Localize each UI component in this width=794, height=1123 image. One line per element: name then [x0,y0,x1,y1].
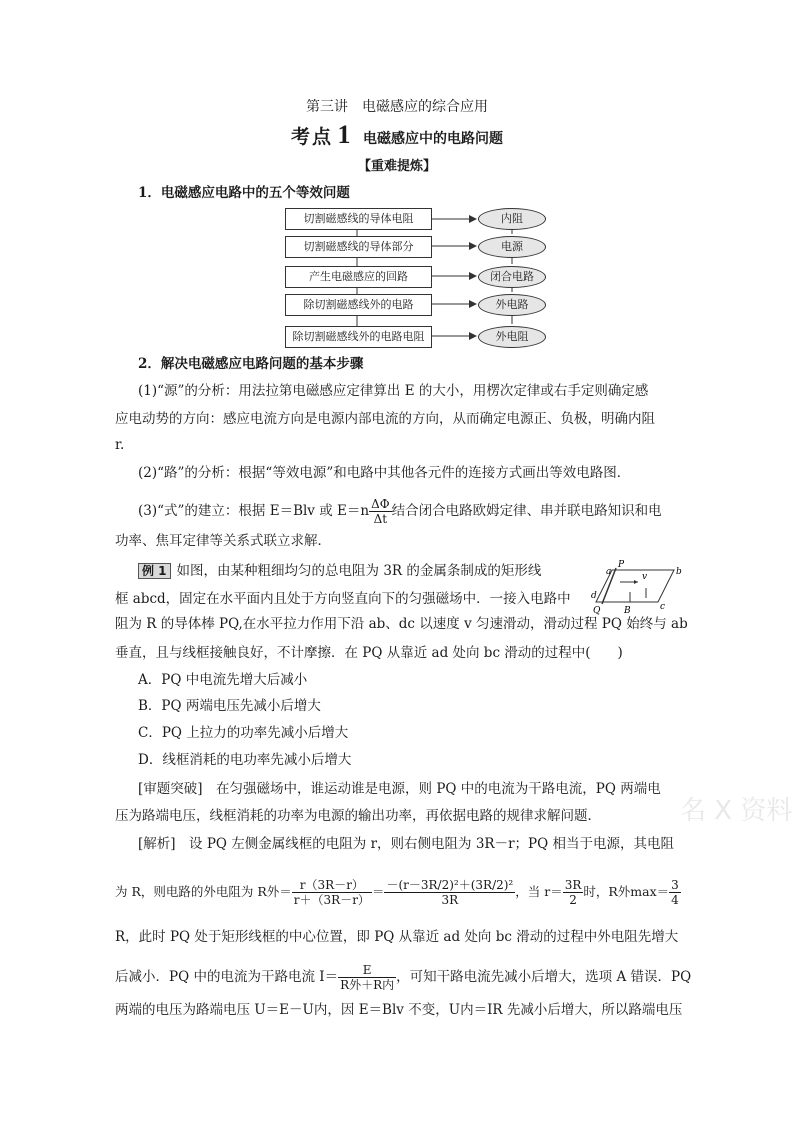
label-a: a [606,567,612,577]
flow-left-5: 除切割磁感线外的电路电阻 [285,326,432,348]
f2-num: －(r－3R/2)²＋(3R/2)² [386,878,514,892]
flow-right-4: 外电路 [478,294,546,316]
f2-den: 3R [441,893,459,907]
step3-frac-den: Δt [373,512,388,526]
label-b: b [676,567,682,577]
solution-text-2a: 为 R，则电路的外电阻为 R外＝ [115,884,292,899]
option-b: B．PQ 两端电压先减小后增大 [138,698,321,714]
fraction-3 [563,878,584,907]
analysis-text-1: 在匀强磁场中，谁运动谁是电源，则 PQ 中的电流为干路电流，PQ 两端电 [216,781,661,797]
analysis-tag: [审题突破] [138,781,203,797]
flow-right-5: 外电阻 [478,326,546,348]
analysis-line2: 压为路端电压，线框消耗的功率为电源的输出功率，再依据电路的规律求解问题． [115,808,601,824]
step1-line3: r. [115,437,125,453]
example-line4: 垂直，且与线框接触良好，不计摩擦．在 PQ 从靠近 ad 处向 bc 滑动的过程中( ) [115,645,623,661]
solution-text-4a: 后减小．PQ 中的电流为干路电流 I＝ [115,969,339,985]
fraction-1 [292,878,372,907]
flow-left-4: 除切割磁感线外的电路 [285,294,432,316]
label-B: B [624,606,631,616]
flow-right-2: 电源 [478,236,546,258]
label-P: P [618,560,625,570]
f5-num: E [338,963,396,978]
kaodian-title: 电磁感应中的电路问题 [362,131,503,147]
flow-right-3: 闭合电路 [478,266,546,288]
kaodian-label: 考点 [291,126,334,148]
solution-text-2c: 时，R外max＝ [583,884,670,899]
frame-figure [590,560,680,616]
f4-num: 3 [671,878,679,892]
option-a: A．PQ 中电流先增大后减小 [138,672,308,688]
solution-line1 [138,834,703,854]
solution-text-4b: ，可知干路电流先减小后增大，选项 A 错误．PQ [396,969,692,985]
fraction-4 [669,878,681,907]
label-c: c [660,602,666,612]
solution-tag: [解析] [138,836,176,852]
example-line2: 框 abcd，固定在水平面内且处于方向竖直向下的匀强磁场中．一接入电路中 [115,591,571,607]
analysis-line1 [138,779,703,799]
step1-line1: (1)“源”的分析：用法拉第电磁感应定律算出 E 的大小，用楞次定律或右手定则确定感 [138,383,649,399]
step3-frac-num: ΔΦ [371,497,390,511]
solution-text-2b: ，当 r＝ [515,884,563,899]
step3-fraction [369,497,392,526]
watermark: 名 X 资料 [680,796,793,826]
f5-den: R外＋R内 [340,978,395,992]
option-c: C．PQ 上拉力的功率先减小后增大 [138,725,349,741]
fraction-2 [384,878,515,907]
section2-heading: 2．解决电磁感应电路问题的基本步骤 [138,356,364,372]
option-d: D．线框消耗的电功率先减小后增大 [138,752,352,768]
step3-line1 [138,497,703,526]
f1-den: r＋（3R－r） [293,893,370,907]
f3-den: 2 [569,893,577,907]
f3-num: 3R [564,878,582,892]
solution-line4 [115,963,692,992]
solution-text-1: 设 PQ 左侧金属线框的电阻为 r，则右侧电阻为 3R－r；PQ 相当于电源，其电阻 [189,836,674,852]
step1-line2: 应电动势的方向：感应电流方向是电源内部电流的方向，从而确定电源正、负极，明确内阻 [115,411,655,427]
label-d: d [591,591,597,601]
step2: (2)“路”的分析：根据“等效电源”和电路中其他各元件的连接方式画出等效电路图． [138,465,631,481]
flow-left-2: 切割磁感线的导体部分 [285,236,432,258]
flow-left-3: 产生电磁感应的回路 [285,266,432,288]
equals: ＝ [371,884,385,899]
kaodian-heading [0,120,794,150]
flow-right-1: 内阻 [478,208,546,230]
lecture-title: 第三讲 电磁感应的综合应用 [306,99,488,115]
example-line3: 阻为 R 的导体棒 PQ,在水平拉力作用下沿 ab、dc 以速度 v 匀速滑动，滑动过程 PQ 始终与 ab [115,616,688,632]
section-heading: 【重难提炼】 [357,159,436,174]
f4-den: 4 [671,893,679,907]
fraction-5 [338,963,396,992]
f1-num: r（3R－r） [292,878,372,893]
example-text-1: 如图，由某种粗细均匀的总电阻为 3R 的金属条制成的矩形线 [176,563,542,579]
solution-line3: R，此时 PQ 处于矩形线框的中心位置，即 PQ 从靠近 ad 处向 bc 滑动的过程中外电阻先增大 [115,929,679,945]
section1-heading: 1．电磁感应电路中的五个等效问题 [138,185,350,201]
label-v: v [642,572,648,582]
solution-line5: 两端的电压为路端电压 U＝E－U内，因 E＝Blv 不变，U内＝IR 先减小后增大，所以路端电压 [115,1002,683,1018]
step3-line2: 功率、焦耳定律等关系式联立求解． [115,533,331,549]
example-tag: 例 1 [138,563,171,579]
step3-text-b: 结合闭合电路欧姆定律、串并联电路知识和电 [391,503,662,519]
flow-left-1: 切割磁感线的导体电阻 [285,208,432,230]
step3-text-a: (3)“式”的建立：根据 E＝Blv 或 E＝n [138,503,370,519]
label-Q: Q [593,606,601,616]
kaodian-number: 1 [337,120,351,149]
solution-line2 [115,878,680,907]
